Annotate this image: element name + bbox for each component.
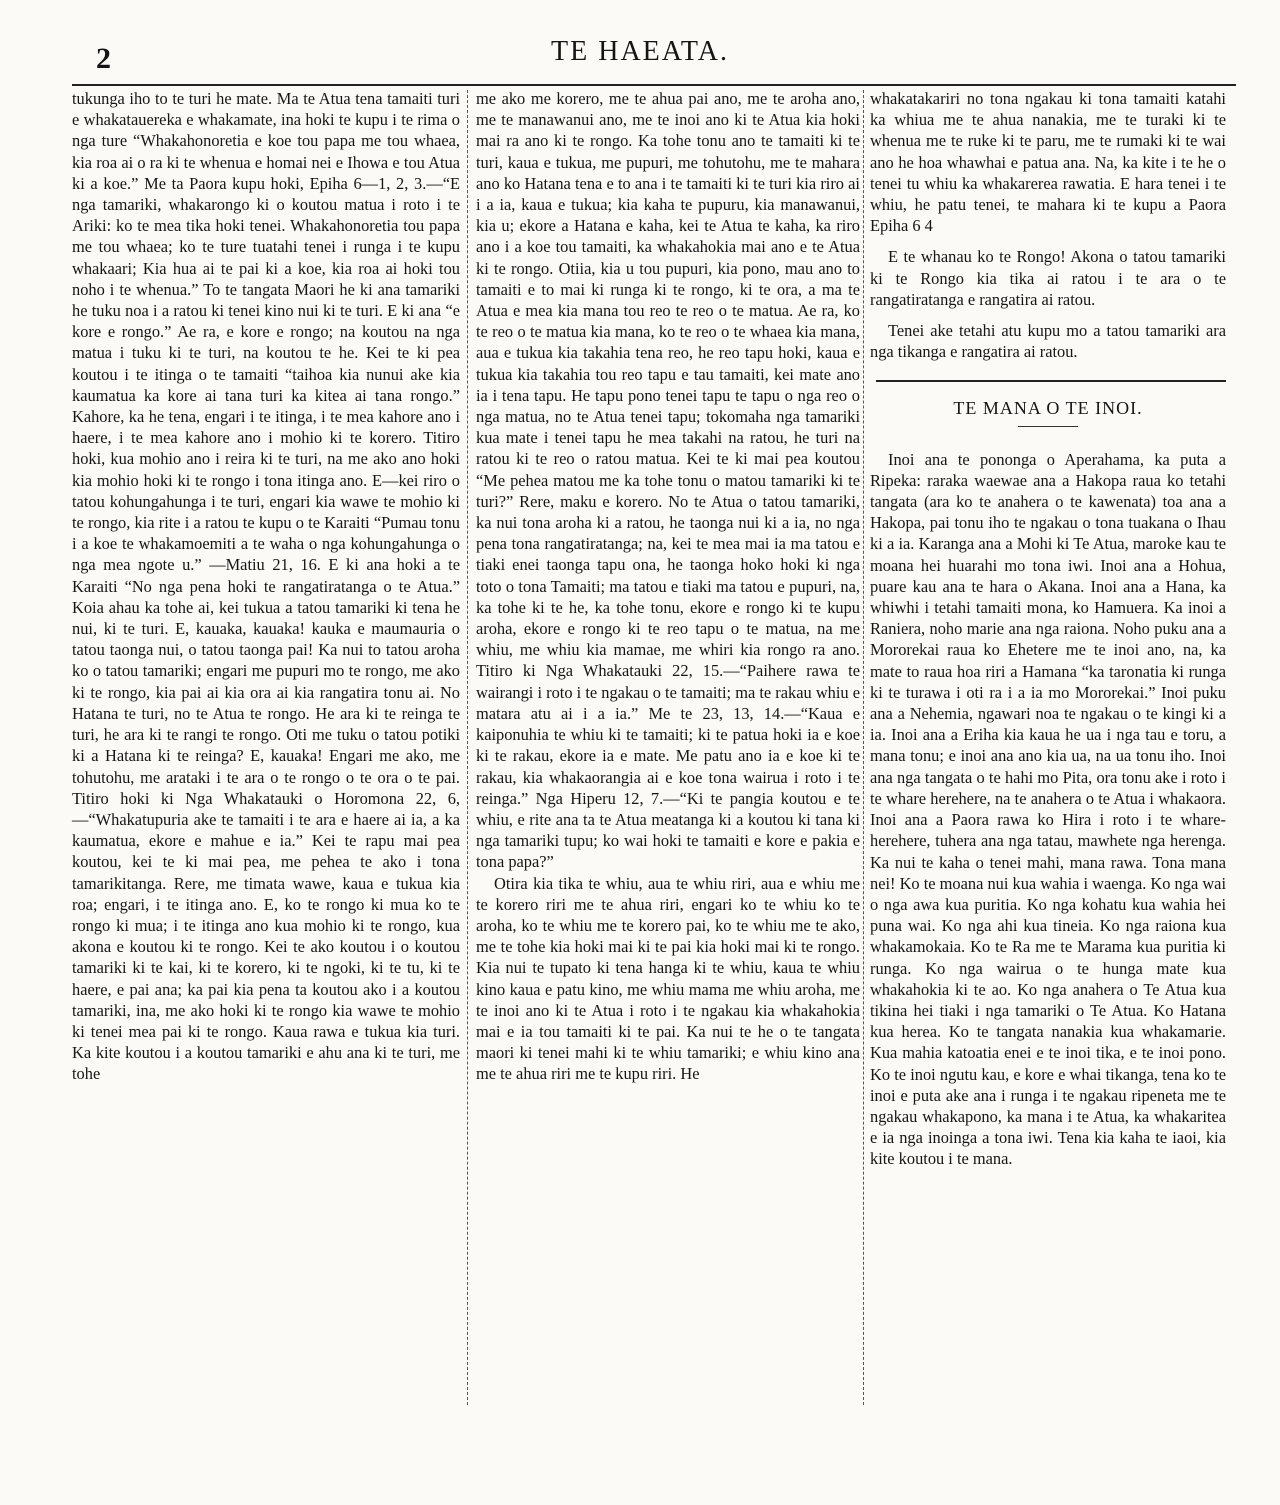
article-paragraph: me ako me korero, me te ahua pai ano, me te aroha ano, me te manawanui ano, me te inoi ano ki te Atua kia hoki mai ra ano ki te rongo. Ka tohe tonu ano te tamaiti ki te turi, kaua e tukua, me pupuri, me tohutohu, me te mahara ano ko Hatana tena e to ana i te tamaiti ki te turi kia riro ai i a ia, kaua e tukua; kia kaha te pupuru, kia manawanui, kia u; ekore a Hatana e kaha, kei te Atua te kaha, ka riro ano i a koe tou tamaiti, ka whakahokia mai ano e te Atua ki te rongo. Otiia, kia u tou pupuri, kia pono, mau ano to tamaiti e to mai ki runga ki te rongo, ki te ora, a ma te Atua e mea kia mana tou reo te reo o te matua. Ae ra, ko te reo o te matua kia mana, ko te reo o te whaea kia mana, aua e tukua kia takahia tena reo, he reo tapu hoki, kaua e tukua kia takahia tou reo tapu e tau tamaiti, kei mate ano ia i tena tapu. He tapu pono tenei tapu te tapu o nga reo o nga matua, no te Atua tenei tapu; tokomaha nga tamariki kua mate i tenei tapu he mea takahi na ratou, he turi na ratou ki te reo o ratou matua. Kei te ki mai pea koutou “Me pehea matou me ka tohe tonu o matou tamariki ki te turi?” Rere, maku e korero. No te Atua o tatou tamariki, ka nui tona aroha ki a ratou, he taonga nui ki a ia, no nga pena tona rangatiratanga; na, kei te mea mai ia ma tatou e tiaki enei taonga tapu ona, he taonga hoko hoki ki nga toto o tona Tamaiti; ma tatou e tiaki ma tatou e pupuri, na, ka tohe ki te he, ka tohe tonu, ekore e rongo ki te kupu aroha, ekore e rongo ki te reo tapu o te matua, na me whiu, me whiu kia mamae, me whiri kia rongo ra ano. Titiro ki Nga Whakatauki 22, 15.—“Paihere rawa te wairangi i roto i te ngakau o te tamaiti; ma te rakau whiu e matara atu ai i a ia.” Me te 23, 13, 14.—“Kaua e kaiponuhia te whiu ki te tamaiti; ki te patua hoki ia e koe ki te rakau, ekore ia e mate. Me patu ano ia e koe ki te rakau, kia whakaorangia ai e koe tona wairua i roto i te reinga.” Nga Hiperu 12, 7.—“Ki te pangia koutou e te whiu, e rite ana ta te Atua meatanga ki a koutou ki tana ki nga tamariki tupu; ko wai hoki te tamaiti e kore e pakia e tona papa?” xyxy=(476,89,860,872)
column-separator-2 xyxy=(863,90,864,1405)
page-number: 2 xyxy=(96,42,111,75)
article-paragraph: Tenei ake tetahi atu kupu mo a tatou tamariki ara nga tikanga e rangatira ai ratou. xyxy=(870,321,1226,362)
column-separator-1 xyxy=(467,90,468,1405)
column-2 xyxy=(476,88,860,1085)
article-paragraph: Otira kia tika te whiu, aua te whiu riri, aua e whiu me te korero riri me te ahua riri, engari ko te whiu ko te aroha, ko te whiu me te korero pai, ko te whiu me te ako, me te tohe kia hoki mai ki te pai kia hoki mai ki te rongo. Kia nui te tupato ki tena hanga ki te whiu, kaua te whiu kino kaua e patu kino, me whiu mama me whiu aroha, me te inoi ano ki te Atua i roto i te ngakau kia whakahokia mai e ia tou tamaiti ki te pai. Ka nui te he o te tangata maori ki tenei mahi ki te whiu tamariki; e whiu kino ana me te ahua riri me te kupu riri. He xyxy=(476,873,860,1084)
article-paragraph: whakatakariri no tona ngakau ki tona tamaiti katahi ka whiua me te ahua nanakia, me te turaki ki te whenua me te ruke ki te paru, me te rumaki ki te wai ano he hoa whawhai e patua ana. Na, ka kite i te he o tenei tu whiu ka whakarerea rawatia. E hara tenei i te whiu, he patu tenei, te mahara ki te kupu a Paora Epiha 6 4 xyxy=(870,89,1226,236)
section-divider xyxy=(876,380,1226,382)
section-title: TE MANA O TE INOI. xyxy=(953,398,1143,419)
article-paragraph: tukunga iho to te turi he mate. Ma te Atua tena tamaiti turi e whakatauereka e whakamate, ina hoki te kupu i te rima o nga ture “Whakahonoretia e koe tou papa me tou whaea, kia roa ai o ra ki te whenua e homai nei e Ihowa e tou Atua ki a koe.” Me ta Paora kupu hoki, Epiha 6—1, 2, 3.—“E nga tamariki, whakarongo ki o koutou matua i roto i te Ariki: ko te mea tika hoki tenei. Whakahonoretia tou papa me tou whaea; ko te ture tuatahi tenei i runga i te kupu whakaari; Kia hua ai te pai ki a koe, kia roa ai hoki tou noho i te whenua.” To te tangata Maori he ki ana tamariki he tuku noa i a ratou ki tenei kino nui ki te turi. E ki ana “e kore e rongo.” Ae ra, e kore e rongo; na koutou na nga matua i tuku ki te turi, na koutou te he. Kei te ki pea koutou i te itinga o te tamaiti “taihoa kia nunui ake kia kaumatua ka kore ai tana turi ka kitea ai tana rongo.” Kahore, ka he tena, engari i te itinga, i te mea kahore ano i haere, i te mea kahore ano i mohio ki te korero. Titiro hoki, kua mohio ano i reira ki te turi, na me ako ano hoki kia mohio hoki ki te rongo i tona itinga ano. E—kei riro o tatou kohungahunga i te turi, engari kia wawe te mohio ki te rongo, kia rite i a ratou te kupu o te Karaiti “Pumau tonu i a koe te whakamoemiti a te waha o nga kohungahunga o nga mea ngote u.” —Matiu 21, 16. E ki ana hoki a te Karaiti “No nga pena hoki te rangatiratanga o te Atua.” Koia ahau ka tohe ai, kei tukua a tatou tamariki ki tena he nui, ki te turi. E, kauaka, kauaka! kauka e maumauria o tatou taonga nui, o tatou taonga pai! Ka nui to tatou aroha ko o tatou tamariki; engari me pupuri mo te rongo, me ako ki te rongo, kia pai ai kia ora ai kia rangatira tonu ai. No Hatana te turi, no te Atua te rongo. He ara ki te reinga te turi, he ara ki te rangi te rongo. Oti me tuku o tatou potiki ki a Hatana ki te reinga? E, kauaka! Engari me ako, me tohutohu, me arataki i te ara o te rongo o te ora o te pai. Titiro hoki ki Nga Whakatauki o Horomona 22, 6,—“Whakatupuria ake te tamaiti i te ara e haere ai ia, a ka kaumatua, ekore e mahue e ia.” Kei te rapu mai pea koutou, kei te ki mai pea, me pehea te ako i tona tamarikitanga. Rere, me timata wawe, kaua e tukua kia roa; engari, i te itinga ano. E, ko te rongo ki mua ko te rongo ki mua; i te itinga ano kua mohio ki te rongo, kua akona e koutou ki te rongo. Kei te ako koutou i o koutou tamariki ki te kai, ki te korero, ki te ngoki, ki te tu, ki te haere, e pai ana; ka pai kia pena ta koutou ako i a koutou tamariki, ina, me ako hoki ki te rongo kia wawe te mohio ki tenei mea pai ki te rongo. Kaua rawa e tukua kia turi. Ka kite koutou i a koutou tamariki e ahu ana ki te turi, me tohe xyxy=(72,89,460,1084)
header-rule xyxy=(72,84,1236,86)
column-1 xyxy=(72,88,460,1085)
article-paragraph: E te whanau ko te Rongo! Akona o tatou tamariki ki te Rongo kia tika ai ratou i te ara o te rangatiratanga e rangatira ai ratou. xyxy=(870,247,1226,309)
title-underline xyxy=(1018,426,1078,427)
column-3 xyxy=(870,88,1226,1170)
running-title: TE HAEATA. xyxy=(551,36,729,67)
article-paragraph: Inoi ana te pononga o Aperahama, ka puta a Ripeka: raraka waewae ana a Hakopa raua ko tetahi tangata (ara ko te anahera o te kawenata) toa ana a Hakopa, pai tonu iho te ngakau o tona tuakana o Ihau ki a ia. Karanga ana a Mohi ki Te Atua, maroke kau te moana hei huarahi mo tona iwi. Inoi ana a Hohua, puare kau ana te hara o Akana. Inoi ana a Hana, ka whiwhi i tetahi tamaiti mona, ko Hamuera. Ka inoi a Raniera, noho marie ana nga raiona. Noho puku ana a Mororekai raua ko Ehetere me te inoi ano, na, ka mate to raua hoa riri a Hamana “ka taronatia ki runga ki te turawa i oti ra i a ia mo Mororekai.” Inoi puku ana a Nehemia, ngawari noa te ngakau o te kingi ki a ia. Inoi ana a Eriha kia kaua he ua i nga tau e toru, a mana tonu; e inoi ana ano kia ua, na ua tonu iho. Inoi ana nga tangata o te hahi mo Pita, ora tonu ake i roto i te whare herehere, na te anahera o te Atua i whakaora. Inoi ana a Paora rawa ko Hira i roto i te whare-herehere, tuhera ana nga tatau, mawhete nga herenga. Ka nui te kaha o tenei mahi, mana rawa. Tona mana nei! Ko te moana nui kua wahia i waenga. Ko nga wai o nga awa kua puritia. Ko nga kohatu kua wahia hei puna wai. Ko nga ahi kua tineia. Ko nga raiona kua whakamokaia. Ko te Ra me te Marama kua puritia ki runga. Ko nga wairua o te hunga mate kua whakahokia ki te ao. Ko nga anahera o Te Atua kua tikina hei tiaki i nga tamariki o Te Atua. Ko Hatana kua herea. Ko te tangata nanakia kua whakamarie. Kua mahia katoatia enei e te inoi tika, e te inoi pono. Ko te inoi ngutu kau, e kore e whai tikanga, tena ko te inoi e puta ake ana i runga i te ngakau ripeneta me te ngakau whakapono, ka mana i te Atua, ka whakaritea e ia nga inoinga a tona iwi. Tena kia kaha te iaoi, kia kite koutou i te mana. xyxy=(870,449,1226,1169)
